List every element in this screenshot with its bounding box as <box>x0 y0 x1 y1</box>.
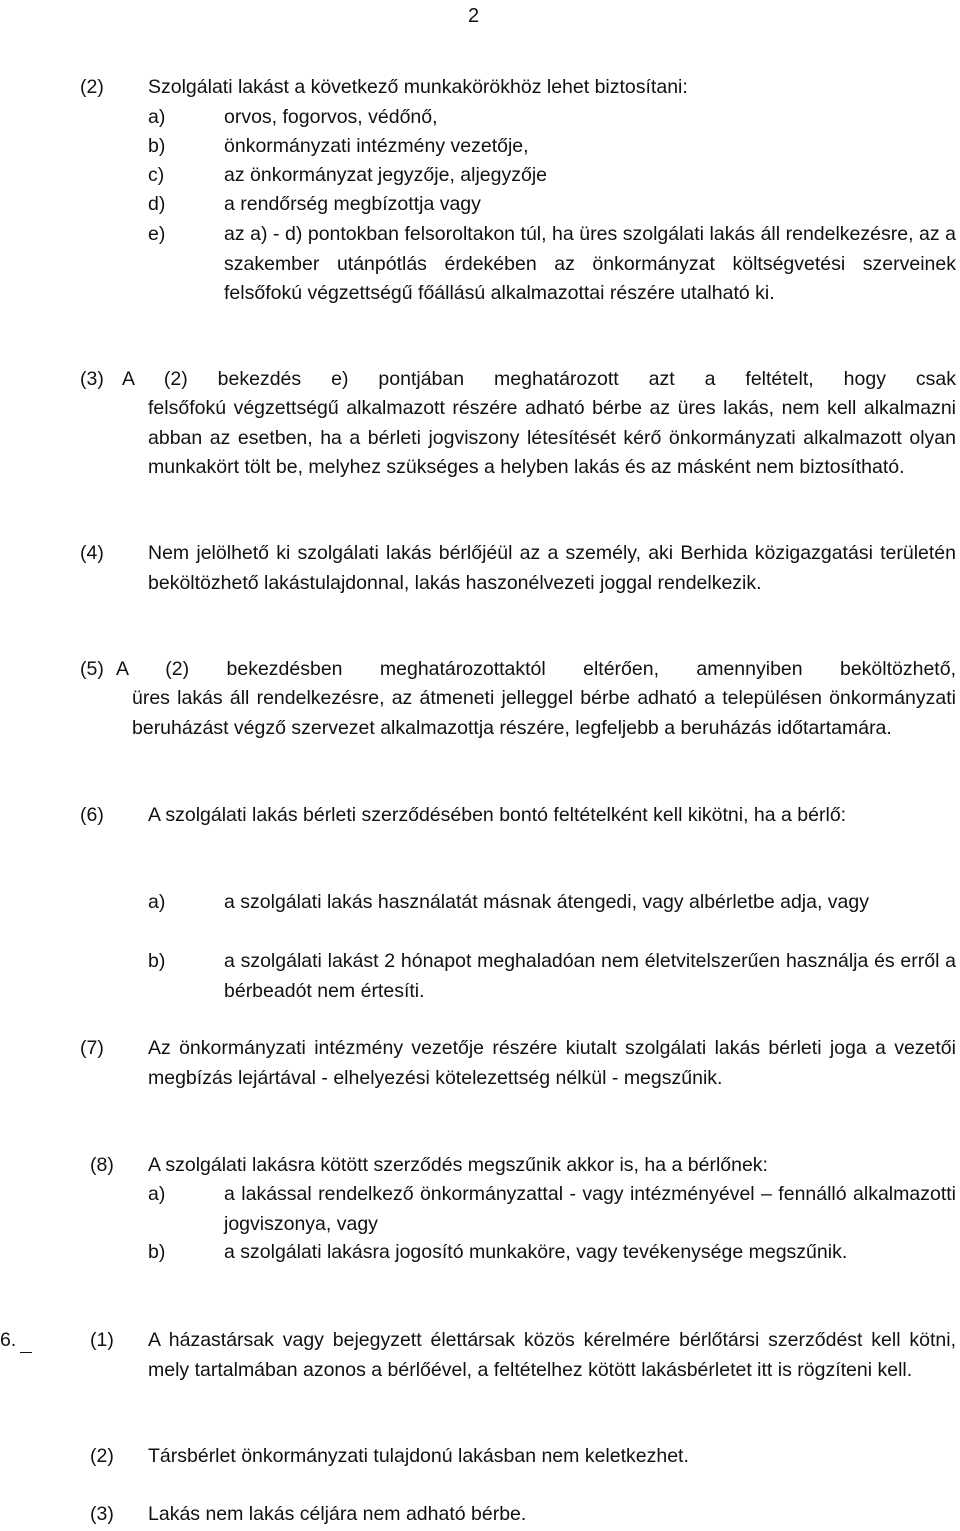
list-item: a szolgálati lakásra jogosító munkaköre, vagy tevékenysége megszűnik. <box>224 1241 848 1263</box>
list-item: az önkormányzat jegyzője, aljegyzője <box>224 164 548 186</box>
list-item: a lakással rendelkező önkormányzattal - vagy intézményével – fennálló alkalmazotti jogviszonya, vagy <box>224 1183 956 1235</box>
paragraph-number: (2) <box>90 1445 114 1467</box>
list-item: önkormányzati intézmény vezetője, <box>224 135 529 157</box>
list-label: c) <box>148 164 165 186</box>
paragraph-number: (3) <box>90 1503 114 1525</box>
list-label: a) <box>148 106 166 128</box>
list-item: a rendőrség megbízottja vagy <box>224 193 481 215</box>
list-label: b) <box>148 1241 166 1263</box>
paragraph-number: (4) <box>80 542 104 564</box>
paragraph-text: felsőfokú végzettségű alkalmazott részére adható bérbe az üres lakás, nem kell alkalmazni abban az esetben, ha a bérleti jogviszony létesítését kérő önkormányzati alkalmazott olyan munkakört tölt be, melyhez szükséges a helyben lakás és az másként nem biztosítható. <box>148 397 956 478</box>
section-mark-underline <box>20 1352 32 1353</box>
paragraph-text: A házastársak vagy bejegyzett élettársak közös kérelmére bérlőtársi szerződést kell kötni, mely tartalmában azonos a bérlőével, a feltételhez kötött lakásbérletet itt is rögzíteni kell. <box>148 1329 956 1381</box>
section-number: 6. <box>0 1329 17 1351</box>
list-label: e) <box>148 223 166 245</box>
list-label: a) <box>148 1183 166 1205</box>
paragraph-text: Nem jelölhető ki szolgálati lakás bérlőjéül az a személy, aki Berhida közigazgatási területén beköltözhető lakástulajdonnal, lakás haszonélvezeti joggal rendelkezik. <box>148 542 956 594</box>
paragraph-first-line: A (2) bekezdésben meghatározottaktól eltérően, amennyiben beköltözhető, <box>116 658 956 680</box>
paragraph-number: (6) <box>80 804 104 826</box>
list-item: az a) - d) pontokban felsoroltakon túl, ha üres szolgálati lakás áll rendelkezésre, az a szakember utánpótlás érdekében az önkormányzat költségvetési szerveinek felsőfokú végzettségű főállású alkalmazottai részére utalható ki. <box>224 223 956 304</box>
paragraph-number: (7) <box>80 1037 104 1059</box>
paragraph-lead: Szolgálati lakást a következő munkakörökhöz lehet biztosítani: <box>148 76 688 98</box>
list-item: orvos, fogorvos, védőnő, <box>224 106 438 128</box>
paragraph-number: (1) <box>90 1329 114 1351</box>
list-item: a szolgálati lakás használatát másnak átengedi, vagy albérletbe adja, vagy <box>224 891 869 913</box>
list-item: a szolgálati lakást 2 hónapot meghaladóan nem életvitelszerűen használja és erről a bérbeadót nem értesíti. <box>224 950 956 1002</box>
page-number: 2 <box>468 5 480 27</box>
paragraph-text: Az önkormányzati intézmény vezetője részére kiutalt szolgálati lakás bérleti joga a vezetői megbízás lejártával - elhelyezési kötelezettség nélkül - megszűnik. <box>148 1037 956 1089</box>
paragraph-number: (8) <box>90 1154 114 1176</box>
paragraph-first-line: A (2) bekezdés e) pontjában meghatározott azt a feltételt, hogy csak <box>122 368 956 390</box>
paragraph-lead: A szolgálati lakásra kötött szerződés megszűnik akkor is, ha a bérlőnek: <box>148 1154 768 1176</box>
paragraph-text: üres lakás áll rendelkezésre, az átmeneti jelleggel bérbe adható a településen önkormányzati beruházást végző szervezet alkalmazottja részére, legfeljebb a beruházás időtartamára. <box>132 687 956 739</box>
list-label: d) <box>148 193 166 215</box>
paragraph-text: Társbérlet önkormányzati tulajdonú lakásban nem keletkezhet. <box>148 1445 689 1467</box>
paragraph-number: (5) <box>80 658 104 680</box>
list-label: a) <box>148 891 166 913</box>
list-label: b) <box>148 950 166 972</box>
paragraph-number: (3) <box>80 368 104 390</box>
paragraph-number: (2) <box>80 76 104 98</box>
list-label: b) <box>148 135 166 157</box>
paragraph-text: Lakás nem lakás céljára nem adható bérbe. <box>148 1503 527 1525</box>
paragraph-lead: A szolgálati lakás bérleti szerződésében bontó feltételként kell kikötni, ha a bérlő: <box>148 804 847 826</box>
